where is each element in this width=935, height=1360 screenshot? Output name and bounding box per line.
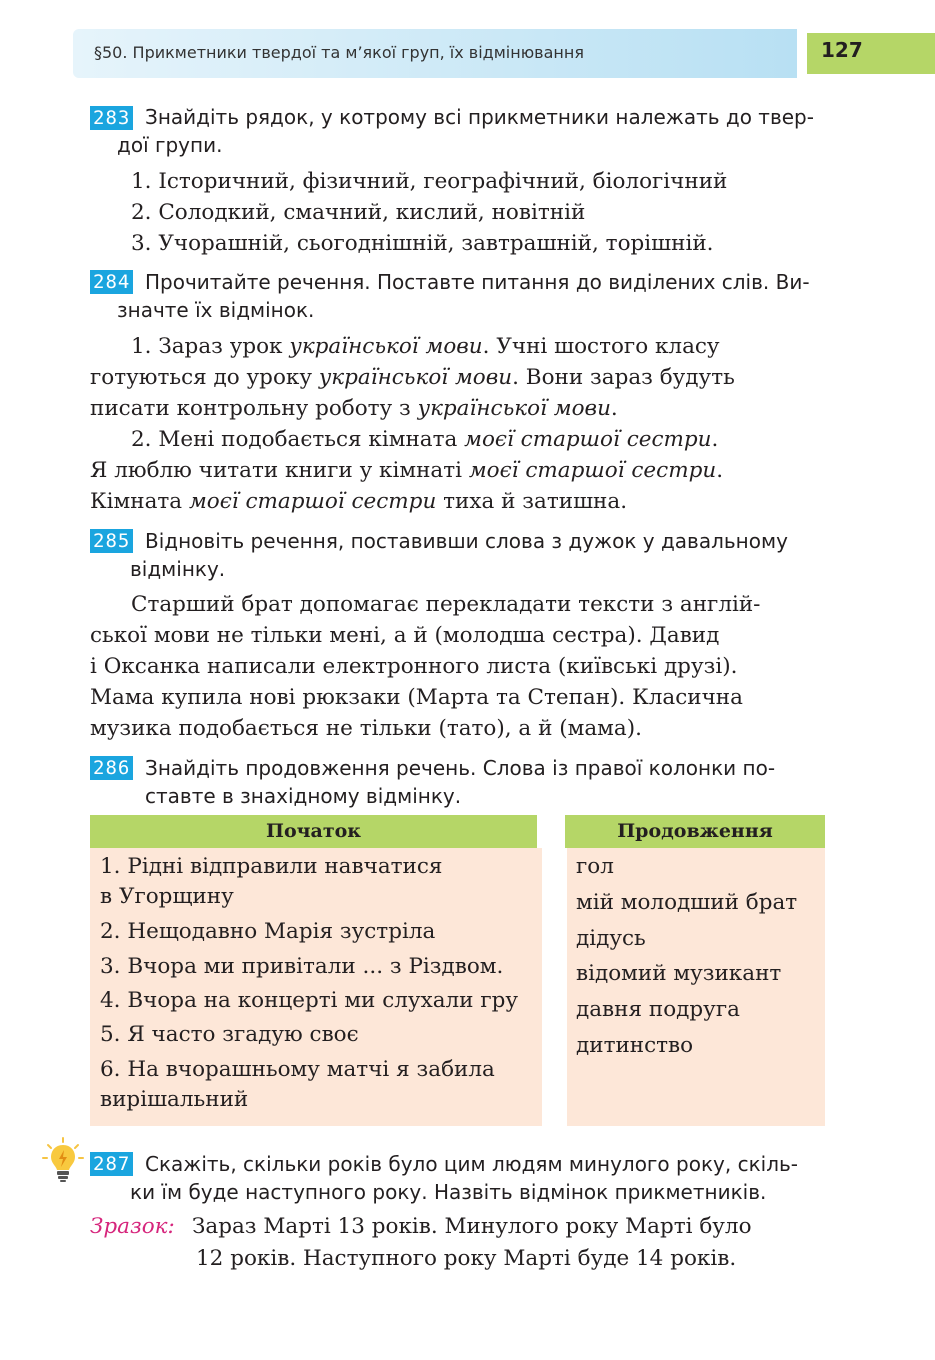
task-line: відмінку. [130,557,226,581]
table-cell: мій молодший брат [576,890,798,915]
exercise-284-task [104,268,824,324]
list-item: 2. Солодкий, смачний, кислий, новітній [131,200,586,225]
highlighted-phrase: моєї старшої сестри [188,489,437,514]
exercise-number-283: 283 [90,106,133,130]
exercise-number-287: 287 [90,1152,133,1176]
paragraph-line: 2. Мені подобається кімната моєї старшої сестри. [131,427,719,452]
task-line: Знайдіть продовження речень. Слова із правої колонки по- [145,756,776,780]
paragraph-line: Старший брат допомагає перекладати тексти з англій- [131,592,761,617]
table-cell: дитинство [576,1033,694,1058]
highlighted-phrase: української мови [289,334,483,359]
exercise-number-286: 286 [90,756,133,780]
table-cell: в Угорщину [100,884,234,909]
highlighted-phrase: української мови [318,365,513,390]
task-line: Знайдіть рядок, у котрому всі прикметники належать до твер- [145,105,814,129]
exercise-number-285: 285 [90,529,133,553]
sample-line: Зараз Марті 13 років. Минулого року Марті було [192,1214,752,1239]
task-line: ки їм буде наступного року. Назвіть відмінок прикметників. [130,1180,767,1204]
task-line: Відновіть речення, поставивши слова з дужок у давальному [145,529,788,553]
exercise-287-task [104,1150,824,1206]
paragraph-line: і Оксанка написали електронного листа (київські друзі). [90,654,738,679]
exercise-number-284: 284 [90,270,133,294]
paragraph-line: Я люблю читати книги у кімнаті моєї старшої сестри. [90,458,724,483]
table-cell: гол [576,854,614,879]
exercise-285-task [104,527,824,583]
paragraph-line: писати контрольну роботу з української мови. [90,396,618,421]
lightbulb-icon [42,1137,84,1185]
task-line: значте їх відмінок. [117,298,315,322]
column-header-end: Продовження [565,815,825,848]
task-line: Прочитайте речення. Поставте питання до виділених слів. Ви- [145,270,810,294]
table-cell: вирішальний [100,1087,249,1112]
task-line: ставте в знахідному відмінку. [145,784,462,808]
task-line: Скажіть, скільки років було цим людям минулого року, скіль- [145,1152,799,1176]
table-cell: 2. Нещодавно Марія зустріла [100,919,436,944]
table-cell: 6. На вчорашньому матчі я забила [100,1057,495,1082]
highlighted-phrase: моєї старшої сестри [464,427,712,452]
list-item: 3. Учорашній, сьогоднішній, завтрашній, торішній. [131,231,714,256]
paragraph-line: Мама купила нові рюкзаки (Марта та Степан). Класична [90,685,743,710]
sample-label: Зразок: [90,1214,175,1239]
sample-line: 12 років. Наступного року Марті буде 14 років. [196,1246,737,1271]
page-number: 127 [821,38,863,62]
exercise-283-task [104,103,824,159]
paragraph-line: 1. Зараз урок української мови. Учні шостого класу [131,334,720,359]
table-cell: 5. Я часто згадую своє [100,1022,359,1047]
exercise-286-task [104,754,824,810]
task-line: дої групи. [117,133,223,157]
table-cell: давня подруга [576,997,740,1022]
table-cell: 4. Вчора на концерті ми слухали гру [100,988,519,1013]
table-cell: 1. Рідні відправили навчатися [100,854,443,879]
table-cell: відомий музикант [576,961,782,986]
table-cell: 3. Вчора ми привітали ... з Різдвом. [100,954,504,979]
list-item: 1. Історичний, фізичний, географічний, біологічний [131,169,728,194]
table-cell: дідусь [576,926,646,951]
paragraph-line: Кімната моєї старшої сестри тиха й затишна. [90,489,628,514]
section-title: §50. Прикметники твердої та м’якої груп, їх відмінювання [94,43,584,62]
highlighted-phrase: моєї старшої сестри [468,458,717,483]
paragraph-line: готуються до уроку української мови. Вони зараз будуть [90,365,735,390]
column-header-start: Початок [90,815,537,848]
highlighted-phrase: української мови [417,396,611,421]
paragraph-line: ської мови не тільки мені, а й (молодша сестра). Давид [90,623,720,648]
paragraph-line: музика подобається не тільки (тато), а й (мама). [90,716,642,741]
